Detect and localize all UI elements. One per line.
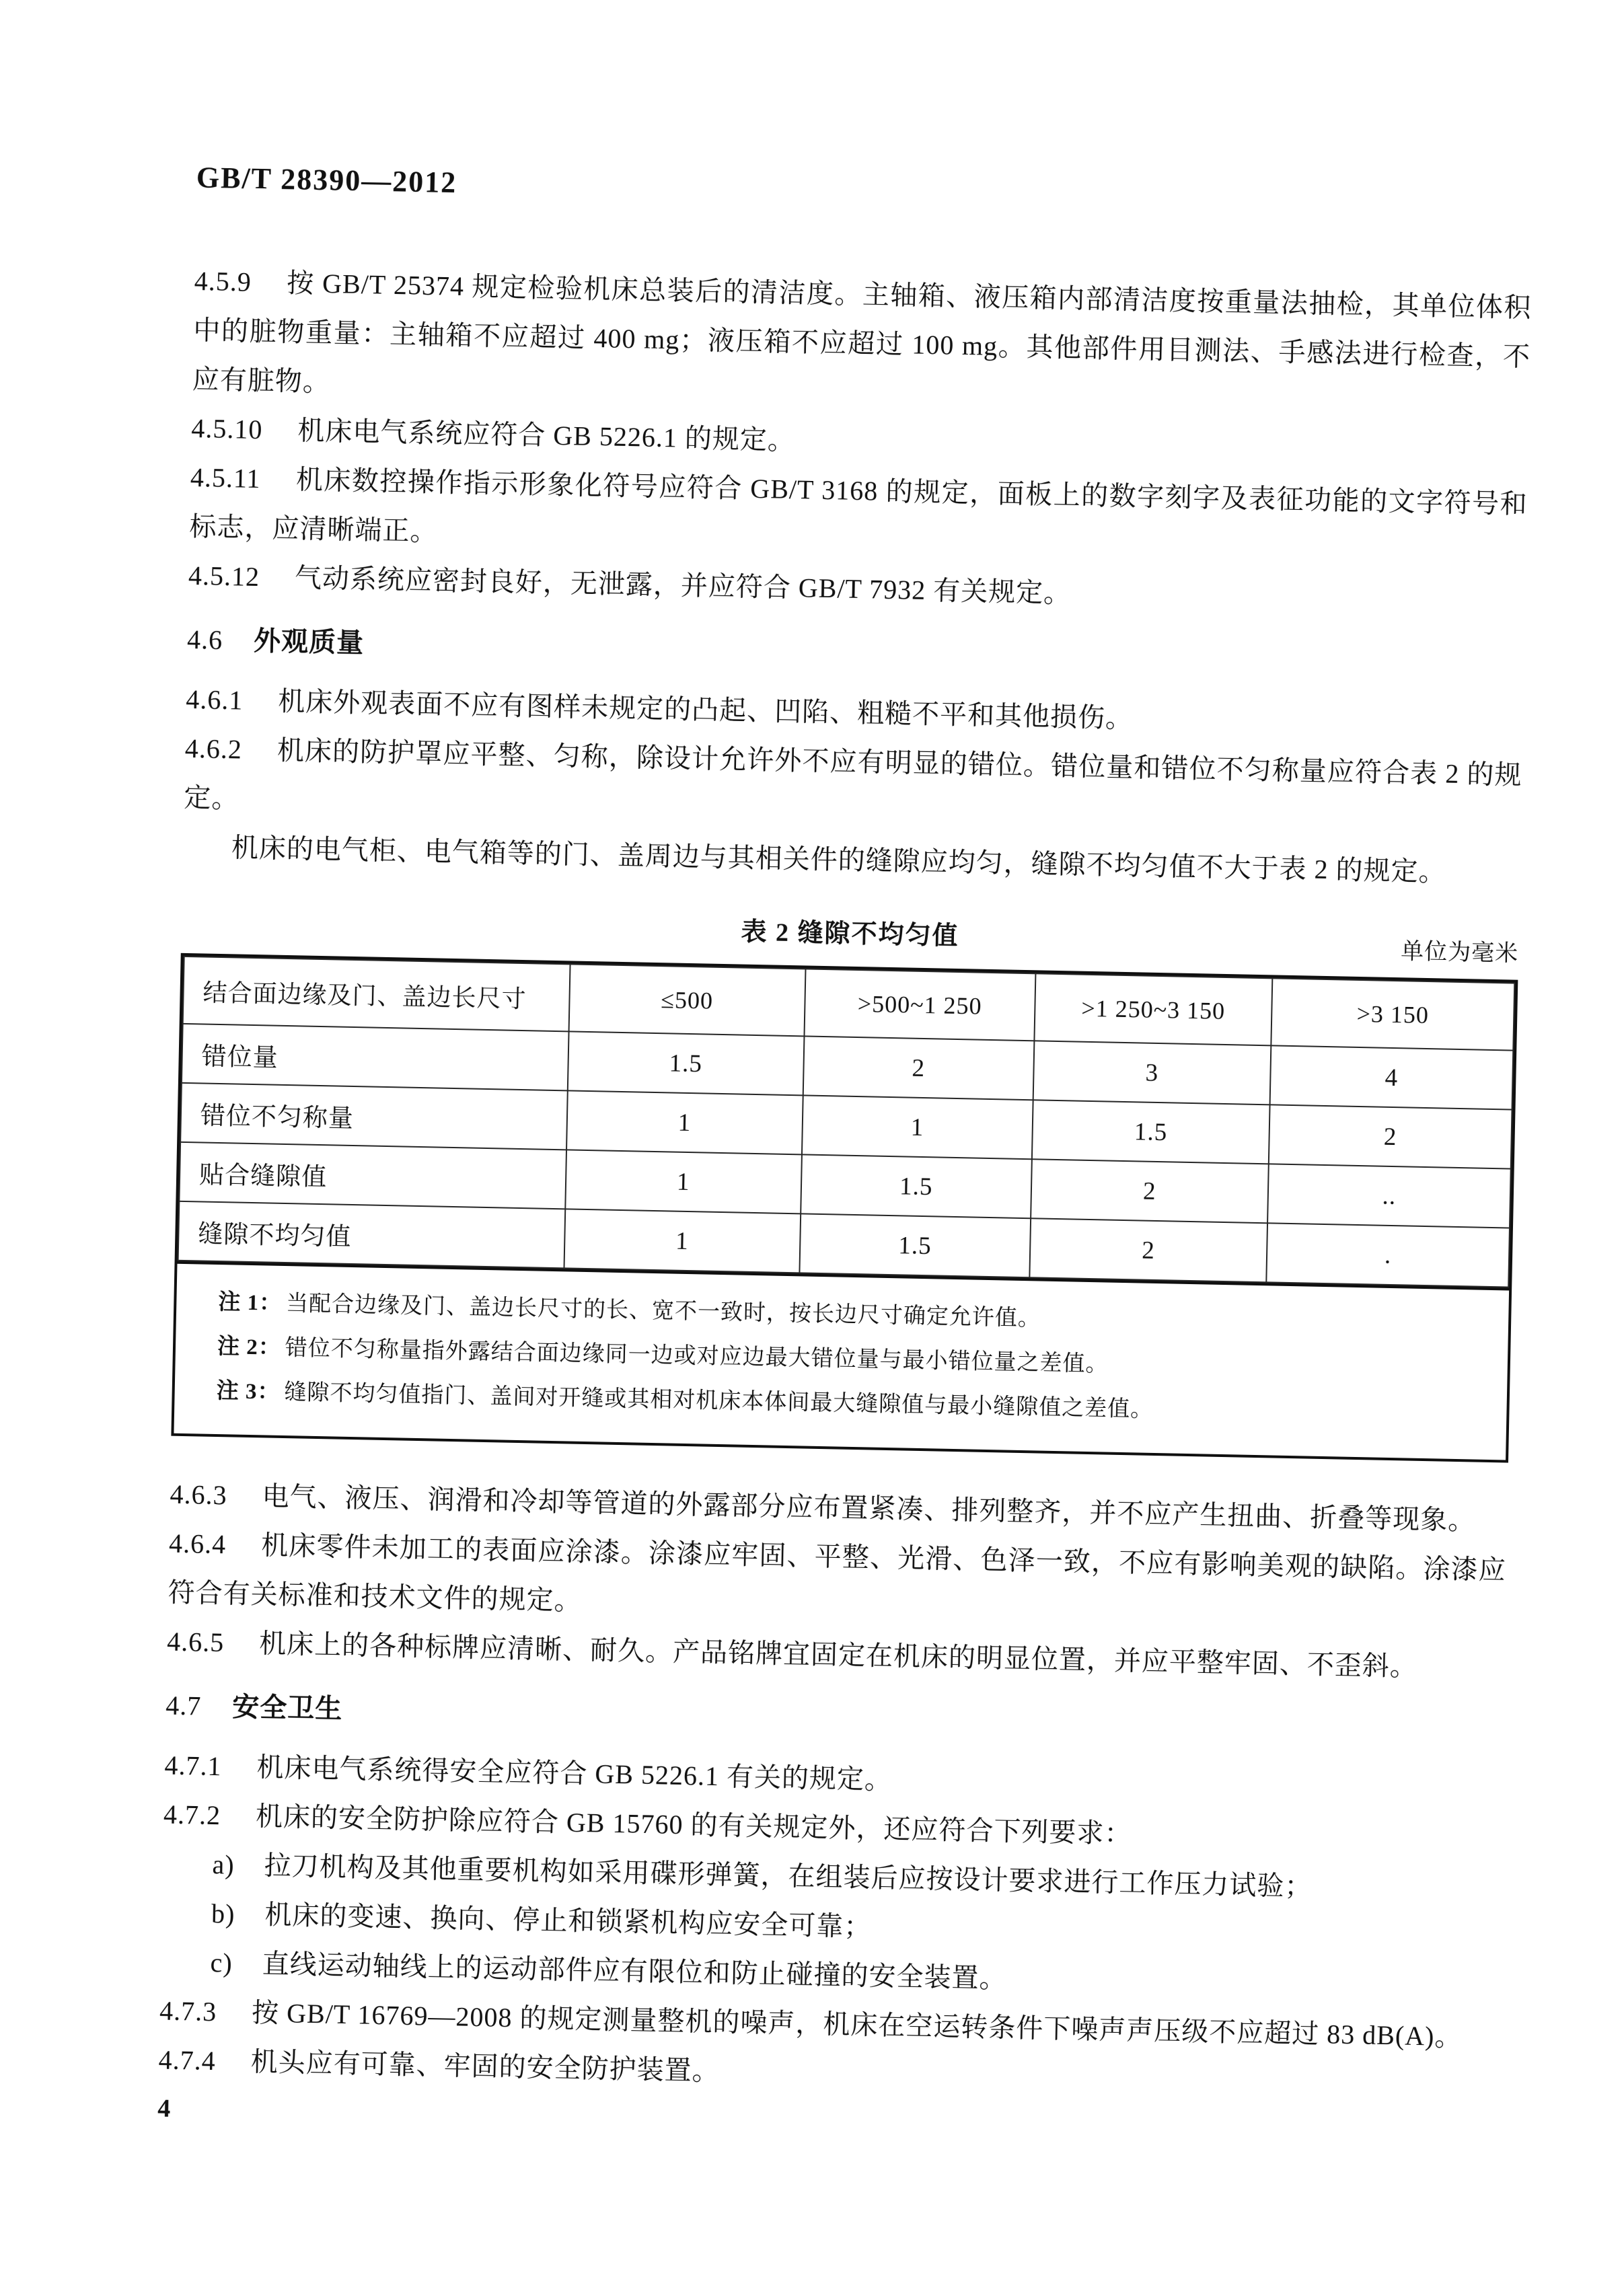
table-cell: 2 bbox=[803, 1036, 1034, 1100]
table-cell: 1 bbox=[565, 1150, 802, 1213]
list-text: 机床的变速、换向、停止和锁紧机构应安全可靠； bbox=[264, 1899, 872, 1942]
clause-number: 4.6.4 bbox=[168, 1528, 227, 1560]
clause-number: 4.6.5 bbox=[166, 1626, 225, 1658]
clause-number: 4.7.4 bbox=[158, 2044, 217, 2077]
table-cell: 3 bbox=[1033, 1041, 1271, 1105]
clause-number: 4.6.2 bbox=[184, 733, 243, 765]
clause-text: 机床上的各种标牌应清晰、耐久。产品铭牌宜固定在机床的明显位置，并应平整牢固、不歪斜。 bbox=[258, 1628, 1418, 1682]
section-title: 安全卫生 bbox=[231, 1691, 343, 1724]
table-2 bbox=[171, 953, 1518, 1463]
clause-4-5-9 bbox=[192, 256, 1532, 431]
table-cell: 2 bbox=[1269, 1105, 1512, 1168]
table-cell: 1 bbox=[566, 1090, 803, 1154]
list-text: 直线运动轴线上的运动部件应有限位和防止碰撞的安全装置。 bbox=[262, 1948, 1007, 1994]
clause-text: 机床的防护罩应平整、匀称，除设计允许外不应有明显的错位。错位量和错位不匀称量应符合表 2 的规定。 bbox=[183, 735, 1522, 814]
table-cell: .. bbox=[1267, 1164, 1511, 1228]
clause-text: 机床的安全防护除应符合 GB 15760 的有关规定外，还应符合下列要求： bbox=[255, 1801, 1132, 1849]
table-cell: 2 bbox=[1029, 1218, 1267, 1282]
table-notes bbox=[174, 1261, 1509, 1460]
section-title: 外观质量 bbox=[253, 625, 365, 659]
table-col-range-1: ≤500 bbox=[568, 964, 805, 1036]
table-cell: 4 bbox=[1270, 1045, 1514, 1109]
clause-text: 机床的电气柜、电气箱等的门、盖周边与其相关件的缝隙应均匀，缝隙不均匀值不大于表 2 的规定。 bbox=[231, 832, 1447, 887]
list-text: 拉刀机构及其他重要机构如采用碟形弹簧，在组装后应按设计要求进行工作压力试验； bbox=[264, 1850, 1313, 1902]
table-cell: 1.5 bbox=[799, 1213, 1031, 1277]
table-cell: 1.5 bbox=[1032, 1100, 1270, 1164]
table-col-range-2: >500~1 250 bbox=[804, 969, 1035, 1041]
clause-number: 4.6.1 bbox=[185, 683, 244, 716]
gap-unevenness-table bbox=[178, 956, 1516, 1288]
table-cell: 1 bbox=[802, 1095, 1033, 1159]
table-cell: 1 bbox=[564, 1209, 801, 1273]
page-number: 4 bbox=[157, 2094, 171, 2123]
clause-text: 机床电气系统应符合 GB 5226.1 的规定。 bbox=[297, 415, 796, 455]
table-col-header: 结合面边缘及门、盖边长尺寸 bbox=[183, 957, 570, 1031]
clause-text: 机床零件未加工的表面应涂漆。涂漆应牢固、平整、光滑、色泽一致，不应有影响美观的缺陷。涂漆应符合有关标准和技术文件的规定。 bbox=[168, 1530, 1507, 1616]
list-label: a) bbox=[212, 1849, 235, 1880]
clause-text: 机床数控操作指示形象化符号应符合 GB/T 3168 的规定，面板上的数字刻字及表征功能的文字符号和标志，应清晰端正。 bbox=[189, 464, 1528, 547]
note-label: 注 2： bbox=[217, 1335, 282, 1360]
table-col-range-4: >3 150 bbox=[1271, 978, 1514, 1050]
table-row-label: 贴合缝隙值 bbox=[179, 1142, 566, 1209]
table-caption: 表 2 缝隙不均匀值 bbox=[741, 918, 959, 951]
note-label: 注 1： bbox=[218, 1290, 283, 1316]
table-row-label: 错位量 bbox=[182, 1024, 568, 1090]
section-number: 4.7 bbox=[165, 1690, 202, 1721]
clause-number: 4.5.11 bbox=[190, 461, 261, 494]
clause-text: 气动系统应密封良好，无泄露，并应符合 GB/T 7932 有关规定。 bbox=[294, 562, 1072, 609]
note-text: 错位不匀称量指外露结合面边缘同一边或对应边最大错位量与最小错位量之差值。 bbox=[285, 1336, 1109, 1377]
clause-text: 机床外观表面不应有图样未规定的凸起、凹陷、粗糙不平和其他损伤。 bbox=[277, 685, 1134, 734]
clause-text: 按 GB/T 16769—2008 的规定测量整机的噪声，机床在空运转条件下噪声声压级不应超过 83 dB(A)。 bbox=[251, 1997, 1463, 2052]
clause-number: 4.7.2 bbox=[163, 1799, 221, 1831]
table-row-label: 缝隙不均匀值 bbox=[178, 1201, 565, 1268]
table-cell: 1.5 bbox=[801, 1154, 1032, 1218]
clause-text: 按 GB/T 25374 规定检验机床总装后的清洁度。主轴箱、液压箱内部清洁度按重量法抽检，其单位体积中的脏物重量：主轴箱不应超过 400 mg；液压箱不应超过 100 mg。其他部件用目测法、手感法进行检查，不应有脏物。 bbox=[192, 267, 1532, 398]
unit-label: 单位为毫米 bbox=[1400, 939, 1519, 967]
section-number: 4.6 bbox=[186, 624, 223, 655]
table-row-label: 错位不匀称量 bbox=[180, 1083, 567, 1150]
clause-text: 电气、液压、润滑和冷却等管道的外露部分应布置紧凑、排列整齐，并不应产生扭曲、折叠等现象。 bbox=[262, 1481, 1476, 1536]
table-cell: 1.5 bbox=[567, 1031, 804, 1095]
clause-text: 机头应有可靠、牢固的安全防护装置。 bbox=[250, 2046, 721, 2087]
list-label: b) bbox=[211, 1898, 235, 1929]
table-cell: 2 bbox=[1031, 1159, 1269, 1223]
table-cell: . bbox=[1266, 1223, 1510, 1287]
clause-number: 4.5.9 bbox=[194, 266, 252, 297]
clause-number: 4.5.10 bbox=[190, 412, 263, 445]
list-label: c) bbox=[210, 1947, 233, 1978]
clause-number: 4.6.3 bbox=[170, 1479, 228, 1511]
table-col-range-3: >1 250~3 150 bbox=[1034, 973, 1272, 1045]
clause-number: 4.5.12 bbox=[188, 560, 260, 593]
note-text: 缝隙不均匀值指门、盖间对开缝或其相对机床本体间最大缝隙值与最小缝隙值之差值。 bbox=[284, 1380, 1154, 1422]
clause-number: 4.7.1 bbox=[164, 1750, 222, 1782]
note-label: 注 3： bbox=[216, 1379, 281, 1405]
clause-number: 4.7.3 bbox=[159, 1995, 217, 2027]
clause-text: 机床电气系统得安全应符合 GB 5226.1 有关的规定。 bbox=[256, 1752, 893, 1795]
note-text: 当配合边缘及门、盖边长尺寸的长、宽不一致时，按长边尺寸确定允许值。 bbox=[285, 1292, 1041, 1331]
standard-code: GB/T 28390—2012 bbox=[196, 161, 457, 199]
